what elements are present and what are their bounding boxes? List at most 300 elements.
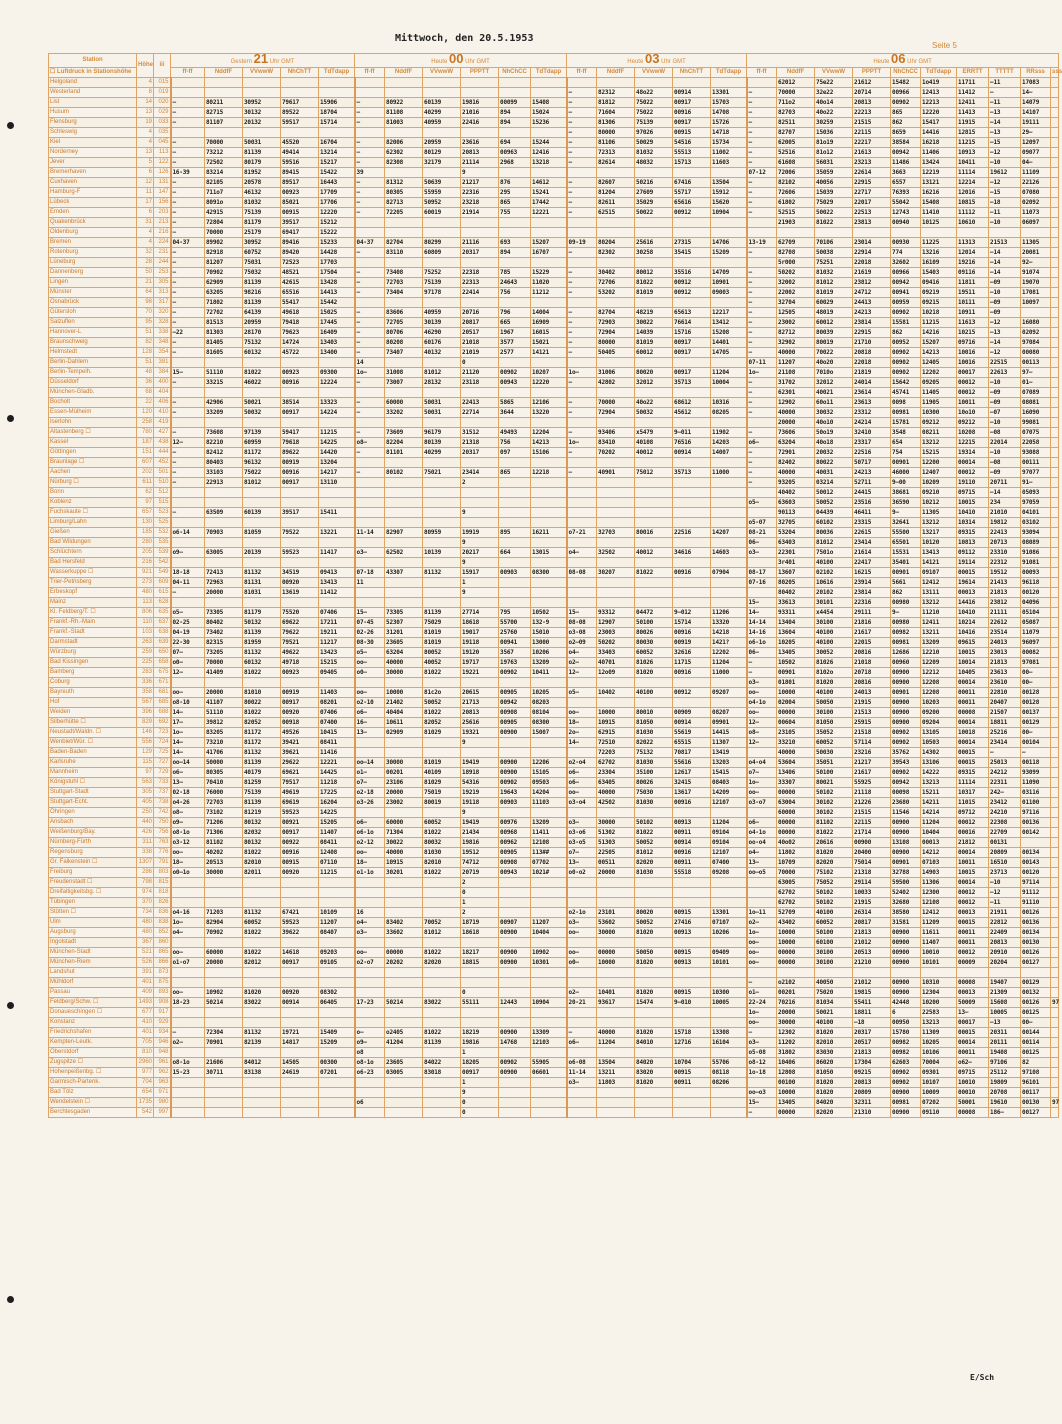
obs-cell: 00917 — [281, 698, 319, 708]
obs-cell: — — [567, 408, 597, 418]
obs-cell: 81405 — [205, 338, 243, 348]
obs-cell — [1051, 178, 1059, 188]
obs-cell: 40100 — [635, 688, 673, 698]
obs-cell: 30100 — [815, 958, 853, 968]
obs-cell: 242— — [989, 788, 1021, 798]
station-index: 033 — [154, 118, 171, 128]
obs-cell: 5865 — [499, 398, 531, 408]
obs-cell: 09112 — [957, 548, 989, 558]
obs-cell: 12743 — [891, 208, 921, 218]
obs-cell: 14428 — [319, 248, 355, 258]
obs-cell — [355, 1078, 385, 1088]
obs-cell: 62515 — [597, 208, 635, 218]
station-name: Kl. Feldberg/T. ☐ — [49, 608, 137, 618]
obs-cell: 14612 — [531, 178, 567, 188]
obs-cell: 9 — [461, 738, 499, 748]
obs-cell — [531, 458, 567, 468]
obs-cell: 00011 — [957, 1048, 989, 1058]
station-row — [49, 268, 1059, 278]
station-index: 131 — [154, 178, 171, 188]
obs-cell: 00916 — [673, 568, 711, 578]
obs-cell: 38681 — [891, 488, 921, 498]
obs-cell: 21617 — [853, 768, 891, 778]
obs-cell: 16510 — [989, 858, 1021, 868]
obs-cell: 79618 — [281, 438, 319, 448]
station-height: 4 — [137, 228, 154, 238]
obs-cell: 12416 — [531, 148, 567, 158]
obs-cell: o2-12 — [355, 838, 385, 848]
obs-cell: 0 — [461, 1098, 499, 1108]
obs-cell: 23814 — [853, 318, 891, 328]
obs-cell: 23812 — [853, 278, 891, 288]
obs-cell: 35051 — [815, 758, 853, 768]
obs-cell: — — [747, 378, 777, 388]
obs-cell: 1o— — [747, 368, 777, 378]
obs-cell: 16211 — [531, 528, 567, 538]
station-index: 963 — [154, 1078, 171, 1088]
station-index: 122 — [154, 158, 171, 168]
obs-cell: 40701 — [597, 658, 635, 668]
obs-cell: 12200 — [921, 458, 957, 468]
obs-cell: 00902 — [499, 1058, 531, 1068]
obs-cell: 12202 — [711, 648, 747, 658]
obs-cell: 75012 — [635, 468, 673, 478]
obs-cell — [957, 228, 989, 238]
obs-cell — [711, 1108, 747, 1118]
obs-cell — [567, 388, 597, 398]
obs-cell: 6557 — [891, 178, 921, 188]
obs-cell: — — [747, 398, 777, 408]
obs-cell: 1o— — [747, 928, 777, 938]
obs-cell: 12107 — [711, 848, 747, 858]
obs-cell: 27609 — [635, 188, 673, 198]
obs-cell: 72304 — [205, 1028, 243, 1038]
obs-cell: 11412 — [319, 588, 355, 598]
obs-cell: 08207 — [711, 708, 747, 718]
sub-c-col-3: NhChTT — [673, 68, 711, 78]
obs-cell — [1051, 928, 1059, 938]
obs-cell: 81605 — [205, 348, 243, 358]
station-index: 723 — [154, 728, 171, 738]
obs-cell: — — [355, 398, 385, 408]
station-name: Gießen — [49, 528, 137, 538]
obs-cell: 00982 — [891, 1038, 921, 1048]
obs-cell — [423, 748, 461, 758]
station-height: 657 — [137, 508, 154, 518]
obs-cell — [1051, 168, 1059, 178]
obs-cell: 57114 — [853, 738, 891, 748]
obs-cell: 19812 — [989, 518, 1021, 528]
obs-cell: 50001 — [957, 1098, 989, 1108]
obs-cell: 22413 — [461, 398, 499, 408]
obs-cell — [1051, 778, 1059, 788]
obs-cell: o4— — [355, 918, 385, 928]
obs-cell: 00901 — [891, 688, 921, 698]
station-row — [49, 288, 1059, 298]
station-height: 440 — [137, 818, 154, 828]
obs-cell: 13203 — [711, 758, 747, 768]
station-name: Garmisch-Partenk. — [49, 1078, 137, 1088]
obs-cell: 11218 — [319, 778, 355, 788]
obs-cell — [355, 258, 385, 268]
station-index: 532 — [154, 528, 171, 538]
obs-cell: 42802 — [597, 378, 635, 388]
obs-cell: 09203 — [319, 948, 355, 958]
obs-cell — [499, 898, 531, 908]
station-index: 997 — [154, 1108, 171, 1118]
obs-cell: 00013 — [957, 908, 989, 918]
obs-cell: 11405 — [921, 388, 957, 398]
obs-cell: 60019 — [423, 208, 461, 218]
station-row — [49, 958, 1059, 968]
obs-cell — [385, 678, 423, 688]
obs-cell — [499, 128, 531, 138]
obs-cell: 186— — [989, 1108, 1021, 1118]
obs-cell: 08206 — [711, 1078, 747, 1088]
obs-cell: 10011 — [957, 398, 989, 408]
station-height: 113 — [137, 598, 154, 608]
obs-cell: 10005 — [989, 1008, 1021, 1018]
obs-cell: 13320 — [711, 618, 747, 628]
obs-cell: 12617 — [673, 768, 711, 778]
obs-cell — [531, 808, 567, 818]
obs-cell: 22915 — [853, 328, 891, 338]
obs-cell — [1051, 218, 1059, 228]
obs-cell: 40012 — [635, 448, 673, 458]
station-row — [49, 1028, 1059, 1038]
obs-cell: 33209 — [205, 408, 243, 418]
obs-cell: 14225 — [319, 808, 355, 818]
obs-cell: 62702 — [777, 888, 815, 898]
obs-cell: o6 — [355, 1098, 385, 1108]
station-row — [49, 638, 1059, 648]
obs-cell: 13617 — [673, 788, 711, 798]
obs-cell: — — [747, 448, 777, 458]
station-index: 354 — [154, 348, 171, 358]
obs-cell: 70022 — [815, 348, 853, 358]
obs-cell: 08300 — [531, 568, 567, 578]
obs-cell: 00120 — [1021, 868, 1051, 878]
obs-cell: 14007 — [711, 448, 747, 458]
obs-cell: 00902 — [891, 738, 921, 748]
obs-cell: 10415 — [319, 728, 355, 738]
obs-cell: 00900 — [891, 1108, 921, 1118]
obs-cell — [673, 558, 711, 568]
obs-cell: 07-45 — [355, 618, 385, 628]
station-name: Landshut — [49, 968, 137, 978]
obs-cell: 18918 — [461, 768, 499, 778]
obs-cell: 711o7 — [205, 188, 243, 198]
station-name: Hannover-L — [49, 328, 137, 338]
obs-cell: 11603 — [711, 158, 747, 168]
station-index: 908 — [154, 998, 171, 1008]
obs-cell: 795 — [499, 608, 531, 618]
obs-cell: 41706 — [205, 748, 243, 758]
obs-cell: 41107 — [205, 698, 243, 708]
obs-cell: 12108 — [921, 898, 957, 908]
obs-cell: 80132 — [243, 818, 281, 828]
obs-cell: 15— — [171, 368, 205, 378]
obs-cell: 21226 — [853, 798, 891, 808]
obs-cell: 35401 — [891, 558, 921, 568]
station-name: Bayreuth — [49, 688, 137, 698]
obs-cell: 01100 — [1021, 798, 1051, 808]
obs-cell — [673, 358, 711, 368]
station-height: 68 — [137, 388, 154, 398]
obs-cell: 20111 — [989, 1038, 1021, 1048]
obs-cell: —09 — [989, 308, 1021, 318]
station-height: 273 — [137, 578, 154, 588]
obs-cell: 75019 — [423, 788, 461, 798]
obs-cell — [355, 218, 385, 228]
obs-cell: — — [567, 398, 597, 408]
obs-cell — [355, 808, 385, 818]
obs-cell: 14039 — [635, 328, 673, 338]
obs-cell — [423, 168, 461, 178]
obs-cell: 13217 — [921, 528, 957, 538]
obs-cell — [711, 388, 747, 398]
obs-cell: 21914 — [461, 208, 499, 218]
obs-cell: 5r000 — [777, 258, 815, 268]
obs-cell: 06— — [747, 538, 777, 548]
obs-cell: 17225 — [319, 788, 355, 798]
obs-cell: 22614 — [853, 168, 891, 178]
obs-cell: 00903 — [499, 798, 531, 808]
obs-cell — [461, 298, 499, 308]
obs-cell: 10402 — [597, 688, 635, 698]
obs-cell: 08411 — [319, 738, 355, 748]
obs-cell: 29114 — [853, 878, 891, 888]
obs-cell: 96132 — [243, 458, 281, 468]
obs-cell — [1051, 698, 1059, 708]
obs-cell — [319, 1098, 355, 1108]
station-name: Würzburg — [49, 648, 137, 658]
obs-cell: 00915 — [673, 948, 711, 958]
obs-cell: 00920 — [281, 708, 319, 718]
obs-cell: 10011 — [957, 858, 989, 868]
obs-cell: 18205 — [461, 1058, 499, 1068]
obs-cell: 75022 — [635, 98, 673, 108]
obs-cell: 21108 — [777, 368, 815, 378]
obs-cell — [531, 1088, 567, 1098]
obs-cell: 18— — [171, 858, 205, 868]
obs-cell — [747, 808, 777, 818]
obs-cell — [531, 678, 567, 688]
obs-cell — [171, 388, 205, 398]
obs-cell: 12907 — [597, 618, 635, 628]
obs-cell: 32012 — [815, 378, 853, 388]
obs-cell: 08-08 — [567, 618, 597, 628]
obs-cell — [423, 258, 461, 268]
station-index: 231 — [154, 248, 171, 258]
obs-cell: 13619 — [281, 588, 319, 598]
obs-cell: 81102 — [815, 818, 853, 828]
obs-cell: 8102o — [815, 668, 853, 678]
obs-cell: 21813 — [989, 588, 1021, 598]
obs-cell — [499, 878, 531, 888]
station-index: 400 — [154, 378, 171, 388]
obs-cell — [1051, 198, 1059, 208]
obs-cell — [1051, 788, 1059, 798]
obs-cell — [355, 888, 385, 898]
obs-cell: — — [171, 228, 205, 238]
station-row — [49, 788, 1059, 798]
obs-cell: 20818 — [853, 348, 891, 358]
obs-cell — [281, 888, 319, 898]
obs-cell: 11305 — [921, 508, 957, 518]
obs-cell — [635, 418, 673, 428]
obs-cell: 9—00 — [891, 478, 921, 488]
group-header-06: Heute 06 Uhr GMT — [747, 54, 1059, 68]
obs-cell: 10208 — [957, 428, 989, 438]
obs-cell: o2-1o — [567, 908, 597, 918]
obs-cell: 75029 — [423, 618, 461, 628]
obs-cell: — — [355, 138, 385, 148]
obs-cell: 11407 — [921, 938, 957, 948]
obs-cell: 81010 — [243, 688, 281, 698]
obs-cell: 23002 — [777, 318, 815, 328]
obs-cell: 19120 — [461, 648, 499, 658]
obs-cell — [711, 228, 747, 238]
obs-cell: 59516 — [281, 158, 319, 168]
obs-cell: 9 — [461, 1088, 499, 1098]
group-header-00: Heute 00 Uhr GMT — [355, 54, 567, 68]
obs-cell — [385, 578, 423, 588]
obs-cell: 75052 — [815, 878, 853, 888]
obs-cell: 18719 — [461, 918, 499, 928]
obs-cell — [711, 698, 747, 708]
station-row — [49, 798, 1059, 808]
obs-cell: 12221 — [319, 758, 355, 768]
obs-cell: 82032 — [243, 828, 281, 838]
obs-cell — [1051, 118, 1059, 128]
station-name: Kassel — [49, 438, 137, 448]
obs-cell: 97084 — [1021, 338, 1051, 348]
obs-cell: 07— — [171, 648, 205, 658]
obs-cell: 00982 — [891, 1048, 921, 1058]
obs-cell: — — [171, 198, 205, 208]
obs-cell: 00940 — [891, 218, 921, 228]
obs-cell: o2102 — [777, 978, 815, 988]
obs-cell — [243, 968, 281, 978]
station-height: 185 — [137, 528, 154, 538]
obs-cell — [499, 418, 531, 428]
obs-cell: 11305 — [1021, 238, 1051, 248]
obs-cell: 82704 — [597, 308, 635, 318]
obs-cell: — — [747, 278, 777, 288]
station-row — [49, 1008, 1059, 1018]
obs-cell: — — [171, 468, 205, 478]
obs-cell: 24212 — [989, 768, 1021, 778]
obs-cell: o3-26 — [355, 798, 385, 808]
obs-cell: 21019 — [461, 348, 499, 358]
obs-cell: 81032 — [243, 198, 281, 208]
obs-cell: 0 — [461, 358, 499, 368]
obs-cell: 93311 — [777, 608, 815, 618]
obs-cell: 10010 — [921, 948, 957, 958]
obs-cell: 13218 — [531, 158, 567, 168]
obs-cell: 62005 — [777, 138, 815, 148]
obs-cell — [355, 988, 385, 998]
obs-cell: 00917 — [281, 958, 319, 968]
obs-cell: 81020 — [243, 988, 281, 998]
obs-cell: o3-08 — [567, 628, 597, 638]
obs-cell — [319, 1048, 355, 1058]
obs-cell — [1051, 1088, 1059, 1098]
obs-cell — [319, 938, 355, 948]
obs-cell — [747, 228, 777, 238]
station-name: Lüneburg — [49, 258, 137, 268]
station-name: Coburg — [49, 678, 137, 688]
obs-cell — [1051, 288, 1059, 298]
obs-cell: 85021 — [281, 198, 319, 208]
obs-cell: 23812 — [989, 598, 1021, 608]
obs-cell: 00128 — [1021, 688, 1051, 698]
obs-cell: 17211 — [319, 618, 355, 628]
obs-cell — [385, 598, 423, 608]
obs-cell — [461, 488, 499, 498]
obs-cell: 10300 — [711, 988, 747, 998]
obs-cell: 10206 — [711, 928, 747, 938]
obs-cell: 11486 — [891, 158, 921, 168]
obs-cell: — — [171, 268, 205, 278]
obs-cell — [1051, 518, 1059, 528]
obs-cell: o8-1o — [171, 1058, 205, 1068]
obs-cell: —15 — [989, 188, 1021, 198]
obs-cell: 80402 — [205, 618, 243, 628]
obs-cell — [597, 518, 635, 528]
obs-cell — [747, 888, 777, 898]
obs-cell — [319, 358, 355, 368]
obs-cell: 23412 — [989, 798, 1021, 808]
obs-cell — [499, 968, 531, 978]
obs-cell — [205, 1008, 243, 1018]
obs-cell — [711, 978, 747, 988]
obs-cell: 39621 — [281, 748, 319, 758]
obs-cell: 93406 — [597, 428, 635, 438]
obs-cell: 10000 — [385, 688, 423, 698]
obs-cell: 90113 — [777, 508, 815, 518]
obs-cell: 75031 — [243, 258, 281, 268]
obs-cell: 00128 — [1021, 698, 1051, 708]
obs-cell — [1051, 188, 1059, 198]
obs-cell: 15— — [355, 608, 385, 618]
obs-cell — [531, 488, 567, 498]
obs-cell — [423, 358, 461, 368]
obs-cell: oo— — [355, 688, 385, 698]
obs-cell: 80000 — [597, 128, 635, 138]
obs-cell: 50405 — [597, 348, 635, 358]
obs-cell — [385, 228, 423, 238]
obs-cell — [281, 1098, 319, 1108]
obs-cell: 2968 — [499, 158, 531, 168]
obs-cell: 13212 — [921, 598, 957, 608]
obs-cell: 97077 — [1021, 468, 1051, 478]
obs-cell — [385, 808, 423, 818]
station-name: Emden — [49, 208, 137, 218]
obs-cell — [531, 258, 567, 268]
obs-cell: 55111 — [461, 998, 499, 1008]
obs-cell: 00918 — [281, 718, 319, 728]
obs-cell: 82020 — [815, 1108, 853, 1118]
obs-cell: 14079 — [1021, 98, 1051, 108]
obs-cell: 40404 — [385, 708, 423, 718]
obs-cell — [355, 978, 385, 988]
obs-cell — [499, 1098, 531, 1108]
obs-cell: 1o— — [171, 918, 205, 928]
obs-cell: 80205 — [777, 578, 815, 588]
obs-cell: — — [747, 208, 777, 218]
